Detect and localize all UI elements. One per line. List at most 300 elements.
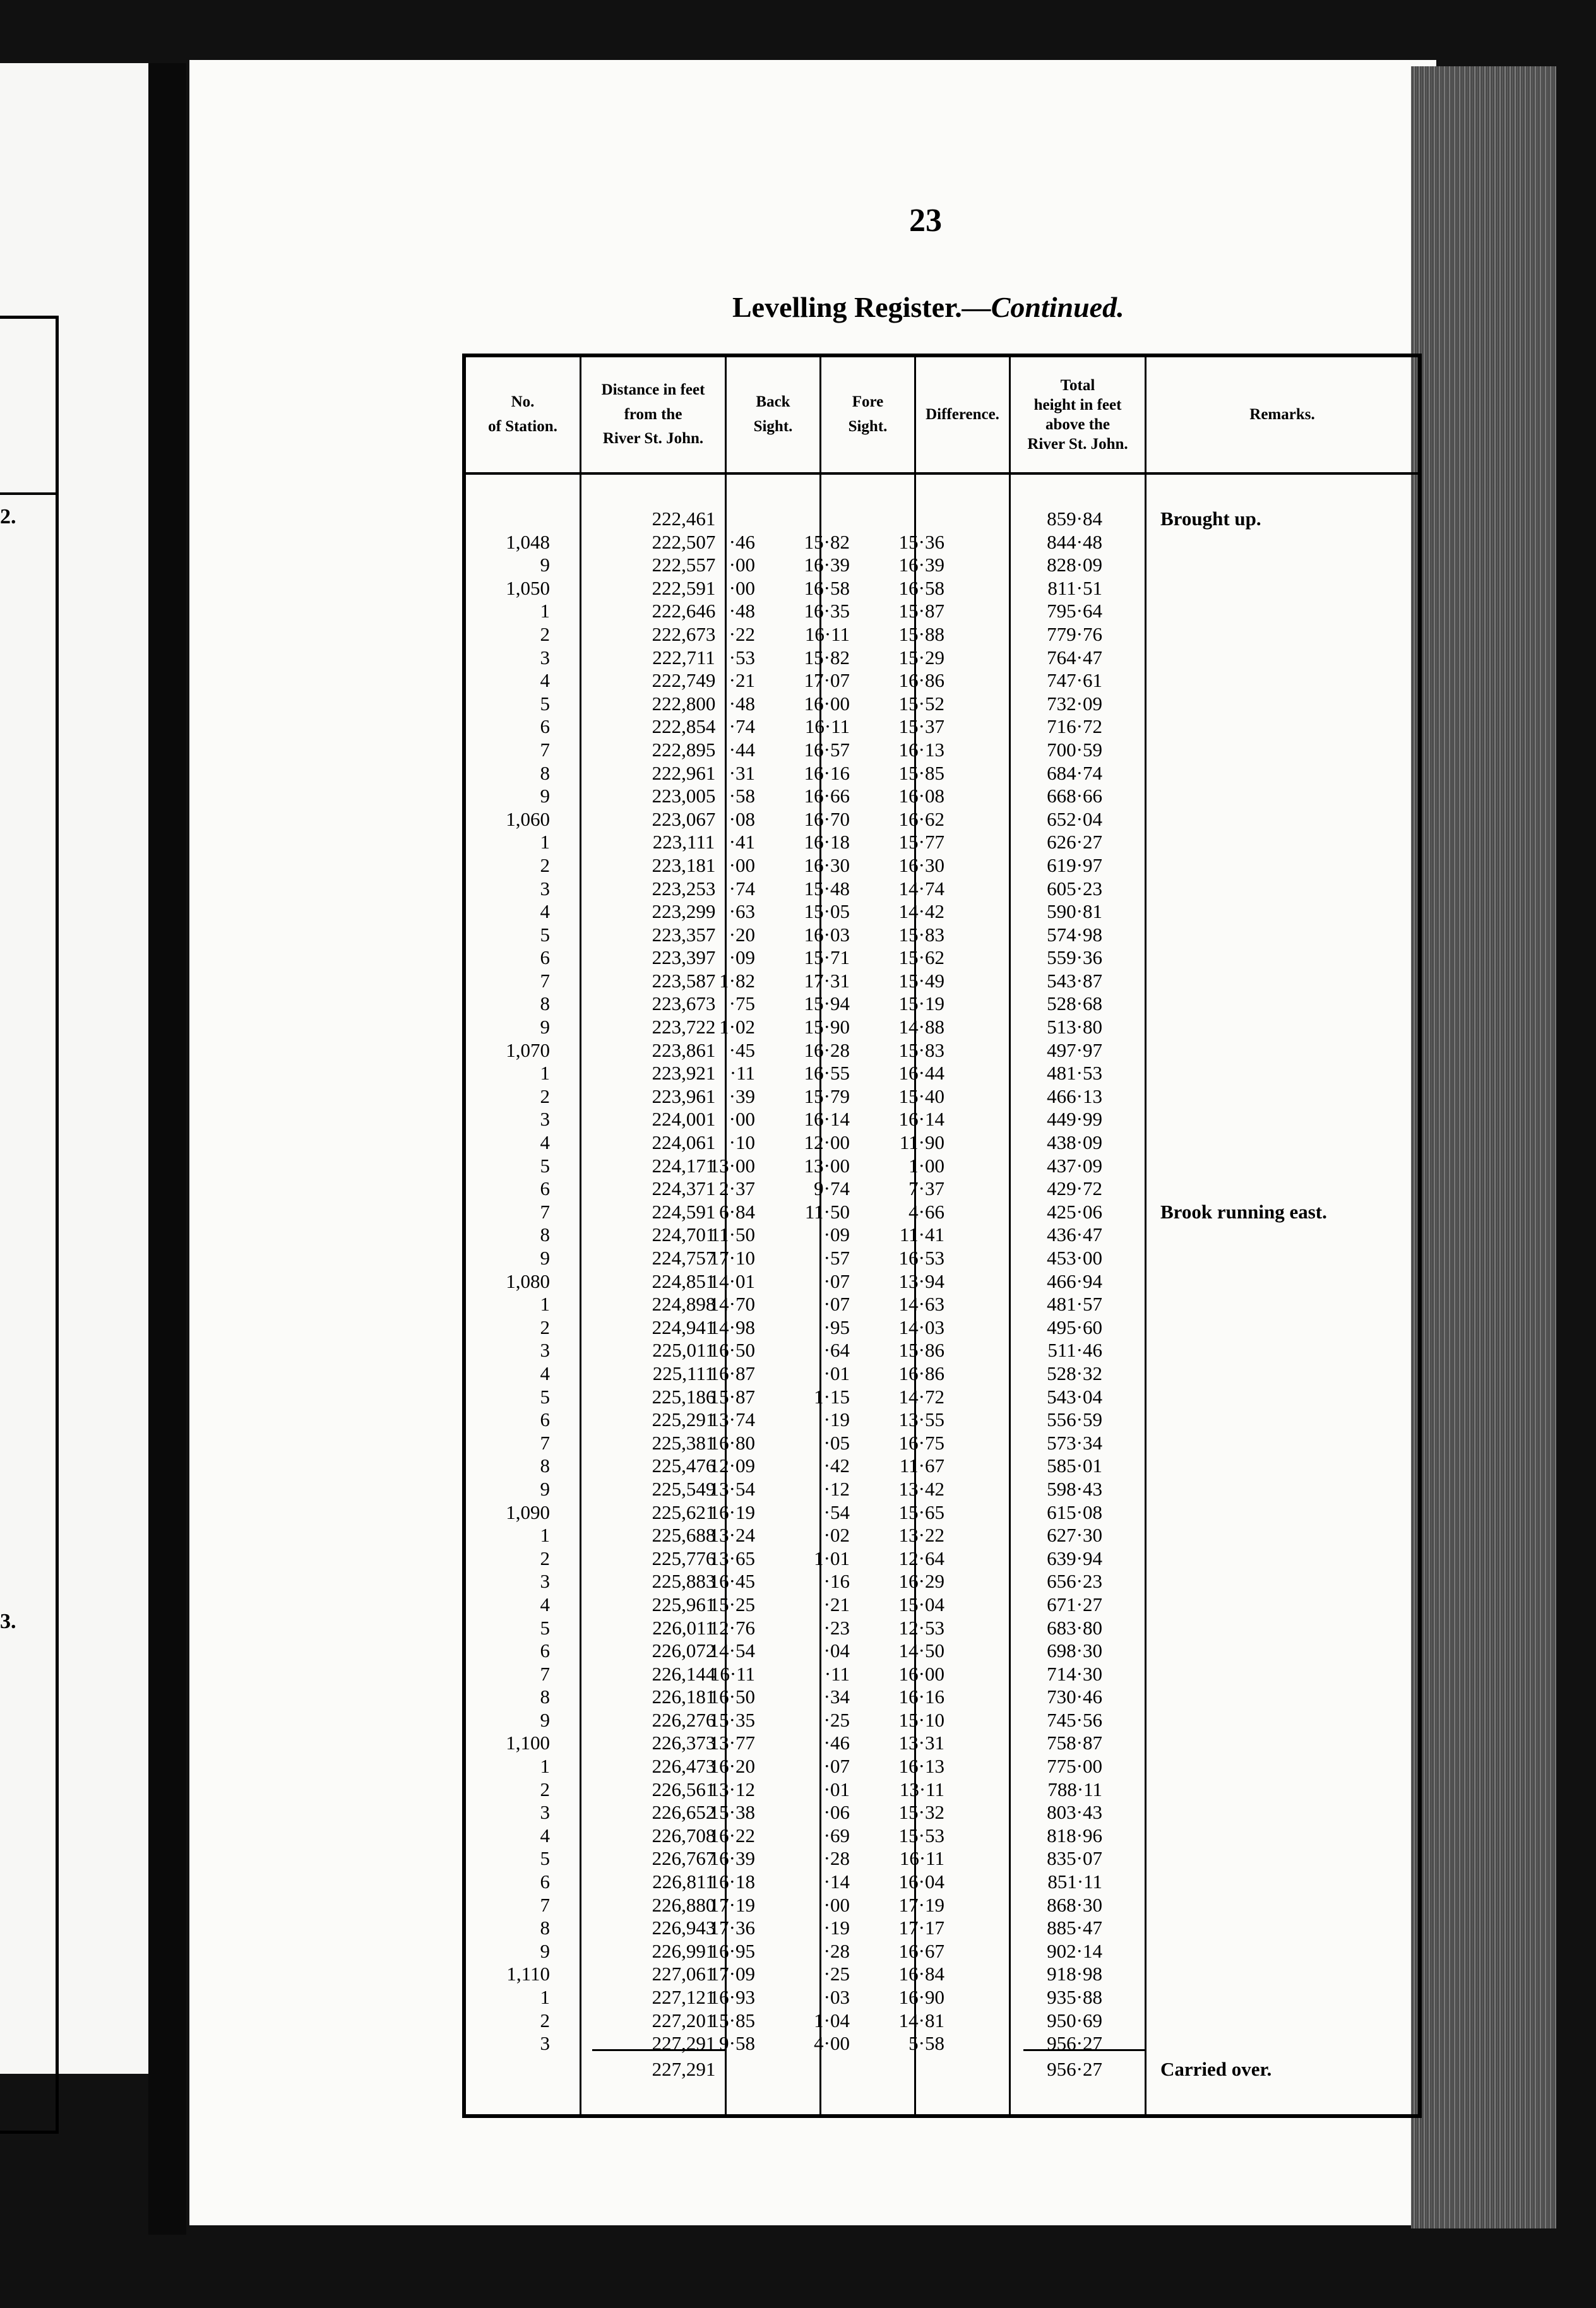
fore-sight-cell: 17·31 (804, 969, 850, 992)
fore-sight-cell: 4·00 (814, 2032, 850, 2055)
distance-cell: 226,011 (652, 1616, 715, 1639)
difference-cell: 16·39 (898, 554, 944, 576)
difference-cell: 15·52 (898, 692, 944, 715)
total-height-cell: 573·34 (1047, 1431, 1102, 1454)
table-row (466, 854, 1418, 877)
difference-cell: 15·65 (898, 1501, 944, 1523)
back-sight-cell: 13·00 (709, 1154, 755, 1177)
station-number-cell: 1,070 (506, 1038, 550, 1061)
distance-cell: 226,561 (652, 1778, 716, 1800)
distance-cell: 223,921 (652, 1062, 716, 1085)
fore-sight-cell: ·04 (823, 1639, 850, 1662)
distance-cell: 225,111 (652, 1362, 715, 1384)
total-height-cell: 803·43 (1047, 1801, 1102, 1824)
total-height-cell: 902·14 (1047, 1939, 1102, 1962)
fore-sight-cell: 16·28 (804, 1038, 850, 1061)
header-remarks: Remarks. (1249, 405, 1315, 423)
table-row (466, 1524, 1418, 1547)
difference-cell: 16·53 (898, 1247, 944, 1269)
difference-cell: 15·62 (898, 946, 944, 969)
back-sight-cell: ·20 (729, 923, 755, 946)
fore-sight-cell: 16·16 (804, 761, 850, 784)
difference-cell: 15·83 (898, 1038, 944, 1061)
back-sight-cell: 15·85 (709, 2009, 755, 2031)
fore-sight-cell: ·21 (823, 1593, 850, 1615)
table-row (466, 577, 1418, 600)
fore-sight-cell: 16·00 (804, 692, 850, 715)
total-height-cell: 844·48 (1047, 530, 1102, 553)
table-row (466, 1062, 1418, 1085)
total-height-cell: 730·46 (1047, 1686, 1102, 1708)
table-row (466, 1617, 1418, 1640)
distance-cell: 222,749 (652, 669, 716, 692)
table-row (466, 1570, 1418, 1593)
table-row (466, 646, 1418, 670)
table-row (466, 1177, 1418, 1201)
back-sight-cell: 13·65 (709, 1547, 755, 1569)
difference-cell: 16·00 (898, 1662, 944, 1685)
difference-cell: 15·10 (898, 1708, 944, 1731)
distance-cell: 224,851 (652, 1270, 716, 1292)
station-number-cell: 7 (540, 1200, 550, 1223)
back-sight-cell: 2·37 (719, 1177, 755, 1200)
total-height-cell: 764·47 (1047, 646, 1102, 669)
back-sight-cell: ·53 (729, 646, 755, 669)
fore-sight-cell: 15·05 (804, 900, 850, 923)
station-number-cell: 6 (540, 715, 550, 738)
station-number-cell: 8 (540, 761, 550, 784)
total-height-cell: 639·94 (1047, 1547, 1102, 1569)
station-number-cell: 6 (540, 946, 550, 969)
back-sight-cell: 13·12 (709, 1778, 755, 1800)
back-sight-cell: 12·76 (709, 1616, 755, 1639)
station-number-cell: 6 (540, 1408, 550, 1431)
distance-cell: 222,895 (652, 738, 716, 761)
page-edges (1411, 66, 1556, 2228)
distance-cell: 223,067 (652, 807, 716, 830)
back-sight-cell: 16·87 (709, 1362, 755, 1384)
back-sight-cell: 11·50 (710, 1223, 755, 1246)
fore-sight-cell: 15·71 (804, 946, 850, 969)
distance-cell: 223,357 (652, 923, 716, 946)
station-number-cell: 2 (540, 1316, 550, 1338)
table-row (466, 1270, 1418, 1294)
total-height-cell: 885·47 (1047, 1917, 1102, 1939)
table-row (466, 1108, 1418, 1131)
station-number-cell: 4 (540, 669, 550, 692)
table-row (466, 1824, 1418, 1848)
difference-cell: 16·86 (898, 669, 944, 692)
table-row (466, 1917, 1418, 1940)
station-number-cell: 5 (540, 692, 550, 715)
difference-cell: 14·88 (898, 1016, 944, 1038)
table-row (466, 762, 1418, 785)
distance-cell: 222,961 (652, 761, 716, 784)
total-height-cell: 481·53 (1047, 1062, 1102, 1085)
table-row (466, 1039, 1418, 1062)
distance-cell: 225,291 (652, 1408, 716, 1431)
difference-cell: 13·94 (898, 1270, 944, 1292)
table-row (466, 508, 1418, 531)
difference-cell: 16·90 (898, 1986, 944, 2008)
total-height-cell: 511·46 (1047, 1339, 1102, 1362)
difference-cell: 11·67 (899, 1454, 944, 1477)
difference-cell: 4·66 (908, 1200, 944, 1223)
station-number-cell: 8 (540, 1223, 550, 1246)
table-row (466, 715, 1418, 739)
fore-sight-cell: ·46 (823, 1732, 850, 1754)
fore-sight-cell: 15·94 (804, 992, 850, 1015)
total-height-cell: 528·32 (1047, 1362, 1102, 1384)
fore-sight-cell: 16·57 (804, 738, 850, 761)
fore-sight-cell: 16·11 (804, 622, 850, 645)
table-row (466, 992, 1418, 1016)
fore-sight-cell: 16·70 (804, 807, 850, 830)
distance-cell: 223,861 (652, 1038, 716, 1061)
table-row (466, 924, 1418, 947)
table-body (466, 508, 1418, 2055)
fore-sight-cell: 12·00 (804, 1131, 850, 1154)
total-height-cell: 437·09 (1047, 1154, 1102, 1177)
station-number-cell: 9 (540, 554, 550, 576)
total-height-cell: 619·97 (1047, 854, 1102, 876)
difference-cell: 12·64 (898, 1547, 944, 1569)
distance-cell: 224,898 (652, 1293, 716, 1316)
table-row (466, 1247, 1418, 1270)
back-sight-cell: ·09 (729, 946, 755, 969)
station-number-cell: 7 (540, 969, 550, 992)
station-number-cell: 1 (540, 1986, 550, 2008)
total-height-cell: 716·72 (1047, 715, 1102, 738)
fore-sight-cell: ·54 (823, 1501, 850, 1523)
total-height-cell: 698·30 (1047, 1639, 1102, 1662)
station-number-cell: 7 (540, 1431, 550, 1454)
total-height-cell: 543·87 (1047, 969, 1102, 992)
back-sight-cell: 16·19 (709, 1501, 755, 1523)
difference-cell: 15·88 (898, 622, 944, 645)
difference-cell: 16·62 (898, 807, 944, 830)
back-sight-cell: 17·10 (709, 1247, 755, 1269)
distance-cell: 224,371 (652, 1177, 716, 1200)
total-height-cell: 652·04 (1047, 807, 1102, 830)
difference-cell: 15·86 (898, 1339, 944, 1362)
distance-cell: 226,652 (652, 1801, 716, 1824)
back-sight-cell: 15·35 (709, 1708, 755, 1731)
fore-sight-cell: ·23 (823, 1616, 850, 1639)
station-number-cell: 3 (540, 2032, 550, 2055)
back-sight-cell: ·63 (729, 900, 755, 923)
left-page (0, 63, 151, 2074)
back-sight-cell: 14·01 (709, 1270, 755, 1292)
back-sight-cell: ·39 (729, 1085, 755, 1107)
table-row (466, 554, 1418, 577)
fore-sight-cell: ·07 (823, 1293, 850, 1316)
back-sight-cell: ·22 (729, 622, 755, 645)
fore-sight-cell: ·07 (823, 1755, 850, 1778)
fore-sight-cell: ·09 (823, 1223, 850, 1246)
table-row (466, 693, 1418, 716)
station-number-cell: 1,090 (506, 1501, 550, 1523)
total-height-cell: 747·61 (1047, 669, 1102, 692)
distance-cell: 226,811 (652, 1871, 715, 1893)
station-number-cell: 3 (540, 1570, 550, 1593)
total-height-cell: 851·11 (1047, 1871, 1102, 1893)
fore-sight-cell: ·19 (823, 1408, 850, 1431)
station-number-cell: 5 (540, 1616, 550, 1639)
fore-sight-cell: ·11 (824, 1662, 850, 1685)
total-height-cell: 700·59 (1047, 738, 1102, 761)
back-sight-cell: 15·38 (709, 1801, 755, 1824)
header-fore-sight: Fore Sight. (848, 393, 888, 435)
levelling-register-table (462, 354, 1422, 2118)
header-station: No. of Station. (488, 393, 557, 435)
back-sight-cell: ·48 (729, 600, 755, 622)
fore-sight-cell: 16·58 (804, 576, 850, 599)
station-number-cell: 2 (540, 1547, 550, 1569)
station-number-cell: 1,080 (506, 1270, 550, 1292)
fore-sight-cell: ·69 (823, 1824, 850, 1847)
back-sight-cell: 16·39 (709, 1847, 755, 1870)
difference-cell: 16·29 (898, 1570, 944, 1593)
station-number-cell: 6 (540, 1639, 550, 1662)
page-title (732, 290, 1124, 324)
distance-cell: 223,181 (652, 854, 716, 876)
table-footer-row (466, 2058, 1418, 2081)
distance-cell: 226,373 (652, 1732, 716, 1754)
remark-cell: Brook running east. (1160, 1200, 1327, 1223)
distance-cell: 225,621 (652, 1501, 716, 1523)
distance-cell: 227,121 (652, 1986, 716, 2008)
fore-sight-cell: 13·00 (804, 1154, 850, 1177)
distance-cell: 225,776 (652, 1547, 716, 1569)
total-height-cell: 828·09 (1047, 554, 1102, 576)
station-number-cell: 2 (540, 854, 550, 876)
fore-sight-cell: 16·18 (804, 831, 850, 854)
station-number-cell: 7 (540, 738, 550, 761)
difference-cell: 14·74 (898, 877, 944, 900)
fore-sight-cell: ·95 (823, 1316, 850, 1338)
distance-cell: 222,646 (652, 600, 716, 622)
total-height-cell: 528·68 (1047, 992, 1102, 1015)
back-sight-cell: ·44 (729, 738, 755, 761)
station-number-cell: 1 (540, 1062, 550, 1085)
distance-cell: 223,961 (652, 1085, 716, 1107)
table-row (466, 1709, 1418, 1732)
distance-cell: 226,943 (652, 1917, 716, 1939)
fore-sight-cell: ·14 (823, 1871, 850, 1893)
station-number-cell: 4 (540, 1824, 550, 1847)
distance-cell: 223,253 (652, 877, 716, 900)
distance-cell: 225,186 (652, 1385, 716, 1408)
station-number-cell: 7 (540, 1893, 550, 1916)
table-row (466, 900, 1418, 924)
difference-cell: 16·86 (898, 1362, 944, 1384)
station-number-cell: 7 (540, 1662, 550, 1685)
fore-sight-cell: ·64 (823, 1339, 850, 1362)
difference-cell: 17·19 (898, 1893, 944, 1916)
back-sight-cell: 14·98 (709, 1316, 755, 1338)
table-row (466, 1016, 1418, 1039)
back-sight-cell: 16·93 (709, 1986, 755, 2008)
table-row (466, 1478, 1418, 1501)
total-height-cell: 859·84 (1047, 508, 1102, 530)
left-page-mark: 3. (0, 1610, 16, 1633)
total-height-cell: 868·30 (1047, 1893, 1102, 1916)
distance-cell: 225,381 (652, 1431, 716, 1454)
fore-sight-cell: ·42 (823, 1454, 850, 1477)
back-sight-cell: 17·36 (709, 1917, 755, 1939)
header-distance: Distance in feet from the River St. John. (601, 381, 705, 448)
fore-sight-cell: 16·11 (804, 715, 850, 738)
station-number-cell: 3 (540, 1339, 550, 1362)
table-row (466, 1386, 1418, 1409)
table-row (466, 808, 1418, 831)
difference-cell: 15·49 (898, 969, 944, 992)
header-difference: Difference. (926, 405, 999, 423)
station-number-cell: 5 (540, 923, 550, 946)
fore-sight-cell: ·12 (823, 1477, 850, 1500)
difference-cell: 16·30 (898, 854, 944, 876)
table-row (466, 785, 1418, 808)
station-number-cell: 1 (540, 1755, 550, 1778)
fore-sight-cell: ·25 (823, 1963, 850, 1985)
difference-cell: 13·42 (898, 1477, 944, 1500)
back-sight-cell: ·46 (729, 530, 755, 553)
distance-cell: 223,397 (652, 946, 716, 969)
difference-cell: 15·53 (898, 1824, 944, 1847)
difference-cell: 17·17 (898, 1917, 944, 1939)
station-number-cell: 8 (540, 1454, 550, 1477)
back-sight-cell: 14·70 (709, 1293, 755, 1316)
book-gutter (148, 63, 186, 2235)
back-sight-cell: ·08 (729, 807, 755, 830)
total-height-cell: 758·87 (1047, 1732, 1102, 1754)
fore-sight-cell: 1·01 (814, 1547, 850, 1569)
difference-cell: 16·11 (899, 1847, 944, 1870)
total-height-cell: 684·74 (1047, 761, 1102, 784)
difference-cell: 15·87 (898, 600, 944, 622)
difference-cell: 15·83 (898, 923, 944, 946)
station-number-cell: 8 (540, 1686, 550, 1708)
table-row (466, 1316, 1418, 1340)
distance-cell: 224,941 (652, 1316, 716, 1338)
distance-cell: 222,557 (652, 554, 716, 576)
header-back-sight: Back Sight. (753, 393, 793, 435)
page (189, 60, 1436, 2225)
station-number-cell: 4 (540, 1362, 550, 1384)
back-sight-cell: ·10 (729, 1131, 755, 1154)
station-number-cell: 2 (540, 1085, 550, 1107)
distance-cell: 227,201 (652, 2009, 716, 2031)
station-number-cell: 6 (540, 1177, 550, 1200)
distance-cell: 226,144 (652, 1662, 716, 1685)
back-sight-cell: ·00 (729, 1108, 755, 1131)
fore-sight-cell: 16·03 (804, 923, 850, 946)
distance-cell: 222,711 (652, 646, 715, 669)
distance-cell: 226,880 (652, 1893, 716, 1916)
table-row (466, 739, 1418, 762)
total-height-cell: 590·81 (1047, 900, 1102, 923)
difference-cell: 14·50 (898, 1639, 944, 1662)
distance-cell: 223,299 (652, 900, 716, 923)
back-sight-cell: ·00 (729, 854, 755, 876)
distance-cell: 226,708 (652, 1824, 716, 1847)
table-row (466, 1871, 1418, 1894)
total-height-cell: 574·98 (1047, 923, 1102, 946)
distance-cell: 225,549 (652, 1477, 716, 1500)
total-height-cell: 559·36 (1047, 946, 1102, 969)
difference-cell: 7·37 (908, 1177, 944, 1200)
back-sight-cell: 13·24 (709, 1524, 755, 1547)
total-height-cell: 811·51 (1047, 576, 1102, 599)
station-number-cell: 9 (540, 1247, 550, 1269)
difference-cell: 15·32 (898, 1801, 944, 1824)
fore-sight-cell: ·05 (823, 1431, 850, 1454)
total-height-cell: 449·99 (1047, 1108, 1102, 1131)
difference-cell: 13·11 (899, 1778, 944, 1800)
table-row (466, 1639, 1418, 1663)
difference-cell: 15·37 (898, 715, 944, 738)
table-row (466, 1547, 1418, 1571)
title-continued: —Continued. (962, 291, 1124, 323)
difference-cell: 15·36 (898, 530, 944, 553)
total-height-cell: 495·60 (1047, 1316, 1102, 1338)
station-number-cell: 4 (540, 1131, 550, 1154)
distance-cell: 223,722 (652, 1016, 716, 1038)
back-sight-cell: 13·54 (709, 1477, 755, 1500)
difference-cell: 15·85 (898, 761, 944, 784)
difference-cell: 15·77 (898, 831, 944, 854)
station-number-cell: 1 (540, 1293, 550, 1316)
station-number-cell: 8 (540, 1917, 550, 1939)
fore-sight-cell: 15·90 (804, 1016, 850, 1038)
total-height-cell: 956·27 (1047, 2032, 1102, 2055)
back-sight-cell: ·45 (729, 1038, 755, 1061)
distance-cell: 227,061 (652, 1963, 716, 1985)
fore-sight-cell: ·57 (823, 1247, 850, 1269)
fore-sight-cell: 17·07 (804, 669, 850, 692)
back-sight-cell: 13·74 (709, 1408, 755, 1431)
fore-sight-cell: ·01 (823, 1362, 850, 1384)
fore-sight-cell: 15·82 (804, 646, 850, 669)
back-sight-cell: 9·58 (719, 2032, 755, 2055)
difference-cell: 13·31 (898, 1732, 944, 1754)
total-height-cell: 481·57 (1047, 1293, 1102, 1316)
total-height-cell: 497·97 (1047, 1038, 1102, 1061)
back-sight-cell: 16·50 (709, 1686, 755, 1708)
station-number-cell: 9 (540, 1016, 550, 1038)
back-sight-cell: 1·82 (719, 969, 755, 992)
back-sight-cell: 16·80 (709, 1431, 755, 1454)
fore-sight-cell: ·34 (823, 1686, 850, 1708)
total-height-cell: 818·96 (1047, 1824, 1102, 1847)
back-sight-cell: ·75 (729, 992, 755, 1015)
difference-cell: 14·72 (898, 1385, 944, 1408)
table-row (466, 2032, 1418, 2055)
station-number-cell: 3 (540, 1801, 550, 1824)
table-row (466, 600, 1418, 623)
table-row (466, 877, 1418, 901)
total-height-cell: 615·08 (1047, 1501, 1102, 1523)
header-total-height: Total height in feet above the River St. John. (1027, 376, 1128, 453)
fore-sight-cell: 15·82 (804, 530, 850, 553)
fore-sight-cell: 16·66 (804, 785, 850, 807)
difference-cell: 1·00 (908, 1154, 944, 1177)
total-height-cell: 513·80 (1047, 1016, 1102, 1038)
difference-cell: 14·03 (898, 1316, 944, 1338)
total-height-cell: 466·13 (1047, 1085, 1102, 1107)
back-sight-cell: 14·54 (709, 1639, 755, 1662)
